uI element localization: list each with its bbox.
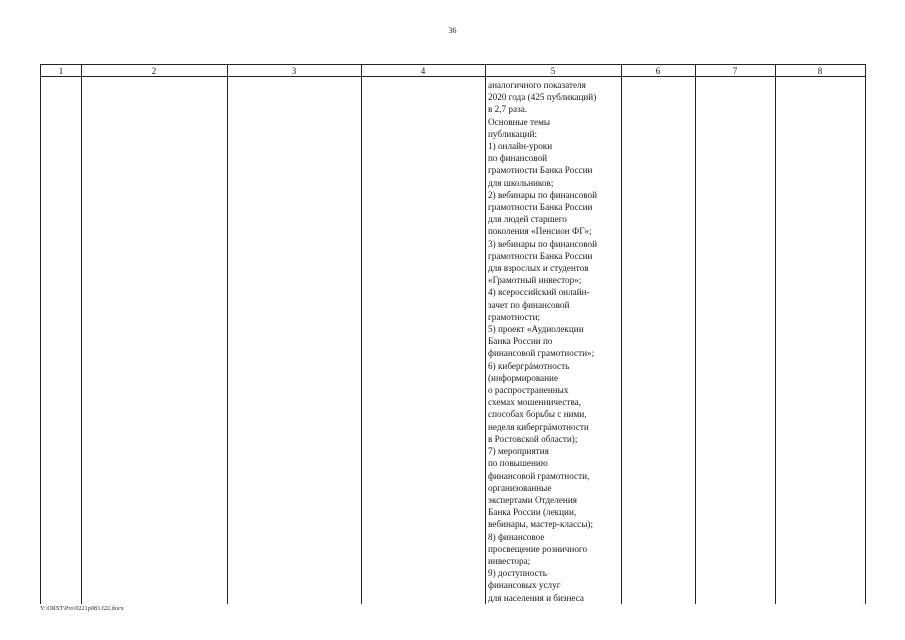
cell-line: зачет по финансовой [488, 299, 570, 310]
cell-line: грамотности Банка России [488, 165, 593, 176]
cell-line: по повышению [488, 458, 548, 469]
cell-line: Банка России по [488, 336, 553, 347]
column-header-5: 5 [550, 66, 556, 76]
cell-line: схемах мошенничества, [488, 397, 582, 408]
column-divider [485, 65, 486, 604]
cell-line: 4) всероссийский онлайн- [488, 287, 590, 298]
column-header-8: 8 [817, 66, 823, 76]
column-header-7: 7 [732, 66, 738, 76]
column-divider [695, 65, 696, 604]
column-divider [81, 65, 82, 604]
cell-line: финансовых услуг [488, 580, 561, 591]
cell-line: вебинары, мастер-классы); [488, 519, 594, 530]
cell-line: для школьников; [488, 177, 554, 188]
page-number: 36 [448, 26, 457, 35]
cell-line: экспертами Отделения [488, 494, 577, 505]
cell-line: для взрослых и студентов [488, 263, 589, 274]
column-header-3: 3 [291, 66, 297, 76]
cell-line: для людей старшего [488, 214, 567, 225]
cell-line: в Ростовской области); [488, 433, 578, 444]
cell-line: инвестора; [488, 555, 531, 566]
cell-line: Основные темы [488, 116, 551, 127]
cell-line: 8) финансовое [488, 531, 545, 542]
cell-line: 5) проект «Аудиолекции [488, 324, 584, 335]
cell-line: организованные [488, 482, 552, 493]
cell-line: 3) вебинары по финансовой [488, 238, 598, 249]
column-5-cell-text [488, 79, 623, 604]
column-divider [361, 65, 362, 604]
cell-line: 7) мероприятия [488, 446, 549, 457]
cell-line: по финансовой [488, 153, 548, 164]
cell-line: просвещение розничного [488, 543, 588, 554]
cell-line: способах борьбы с ними, [488, 409, 587, 420]
cell-line: финансовой грамотности, [488, 470, 590, 481]
document-table [40, 64, 866, 604]
cell-line: аналогичного показателя [488, 80, 586, 90]
cell-line: 2020 года (425 публикаций) [488, 92, 597, 103]
cell-line: «Грамотный инвестор»; [488, 275, 582, 286]
footer-file-path: Y:\ORST\Pro\0221p083.f22.docx [40, 606, 124, 612]
cell-line: 2) вебинары по финансовой [488, 189, 598, 200]
column-header-2: 2 [151, 66, 157, 76]
table-header-row [41, 65, 865, 77]
cell-line: финансовой грамотности»; [488, 348, 595, 359]
cell-line: поколения «Пенсион ФГ»; [488, 226, 592, 237]
cell-line: Банка России (лекции, [488, 507, 577, 518]
cell-line: о распространенных [488, 385, 569, 396]
column-header-6: 6 [655, 66, 661, 76]
cell-line: (информирование [488, 372, 559, 383]
column-header-4: 4 [420, 66, 426, 76]
cell-line: публикаций: [488, 128, 538, 139]
cell-line: неделя кибергрáмотности [488, 421, 589, 432]
corner-mark: . [862, 601, 864, 606]
cell-line: для населения и бизнеса [488, 592, 584, 603]
column-divider [775, 65, 776, 604]
column-divider [227, 65, 228, 604]
cell-line: грамотности Банка России [488, 250, 593, 261]
cell-line: в 2,7 раза. [488, 104, 528, 115]
cell-line: 6) кибергрáмотность [488, 360, 570, 371]
cell-line: грамотности Банка России [488, 202, 593, 213]
column-header-1: 1 [58, 66, 64, 76]
cell-line: грамотности; [488, 311, 541, 322]
cell-line: 1) онлайн-уроки [488, 141, 553, 152]
cell-line: 9) доступность [488, 568, 547, 579]
